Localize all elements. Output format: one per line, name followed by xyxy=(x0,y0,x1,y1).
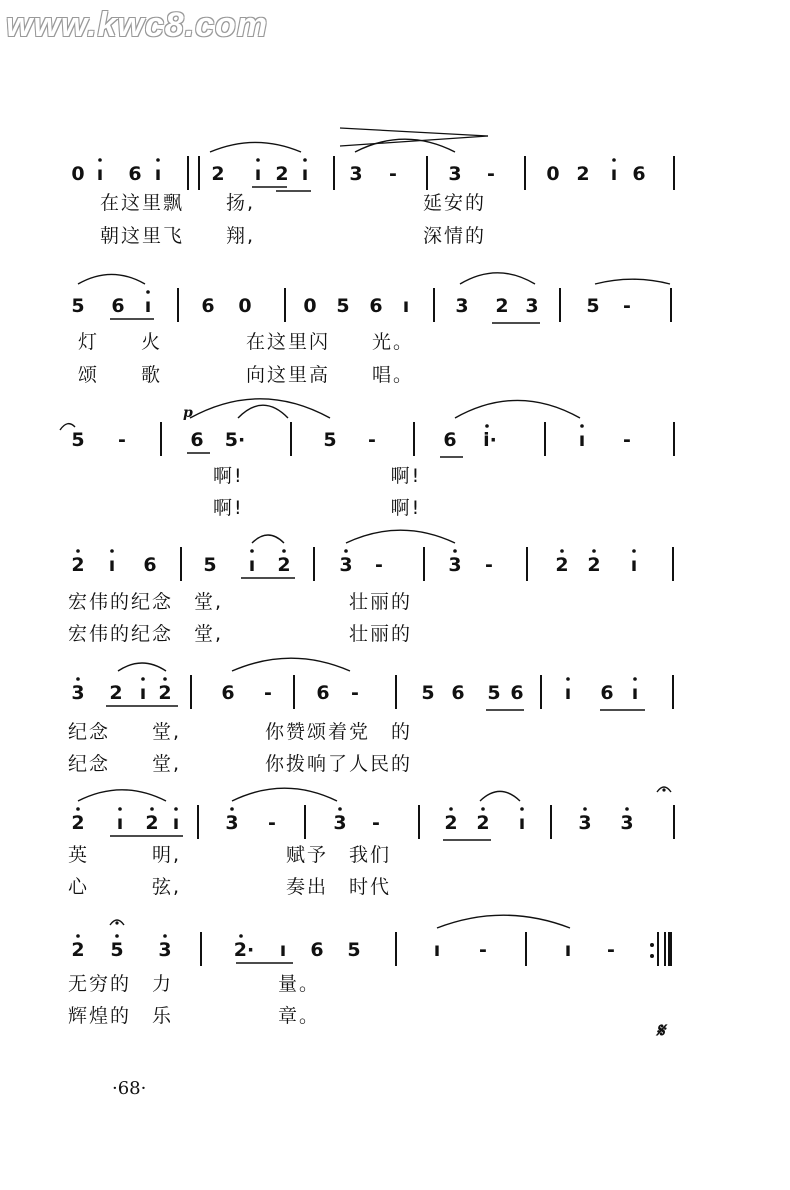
lyric-line: 宏伟的纪念 堂, 壮丽的 xyxy=(68,591,413,613)
octave-dot xyxy=(156,158,160,162)
note: - xyxy=(351,682,359,704)
note: 5 xyxy=(347,939,361,961)
note: ı xyxy=(139,682,147,704)
note: 3 xyxy=(225,812,239,834)
note: 2 xyxy=(71,812,85,834)
note: 6 xyxy=(510,682,524,704)
note: - xyxy=(485,554,493,576)
octave-dot xyxy=(282,549,286,553)
note: ı xyxy=(564,939,572,961)
slur xyxy=(238,405,288,418)
note: ı xyxy=(96,163,104,185)
watermark: www.kwc8.com xyxy=(6,6,269,44)
note: ı xyxy=(144,295,152,317)
octave-dot xyxy=(118,807,122,811)
note: 6 xyxy=(451,682,465,704)
octave-dot xyxy=(141,677,145,681)
lyric-line: 在这里飘 扬, 延安的 xyxy=(100,192,487,214)
note: 6 xyxy=(443,429,457,451)
note: - xyxy=(623,295,631,317)
octave-dot xyxy=(110,549,114,553)
fermata-dot xyxy=(115,921,118,924)
octave-dot xyxy=(612,158,616,162)
note: ı xyxy=(279,939,287,961)
slur xyxy=(595,279,670,284)
slur xyxy=(437,915,570,928)
note: 2 xyxy=(71,554,85,576)
note: 2 xyxy=(211,163,225,185)
note: 5 xyxy=(336,295,350,317)
lyric-line: 辉煌的 乐 章。 xyxy=(68,1005,321,1027)
note: 6 xyxy=(316,682,330,704)
note: - xyxy=(268,812,276,834)
octave-dot xyxy=(338,807,342,811)
dynamic-mark: p xyxy=(183,405,193,421)
lyric-line: 宏伟的纪念 堂, 壮丽的 xyxy=(68,623,413,645)
slur xyxy=(252,535,284,543)
note: 5 xyxy=(110,939,124,961)
octave-dot xyxy=(520,807,524,811)
note: 3 xyxy=(448,163,462,185)
note: 2 xyxy=(275,163,289,185)
octave-dot xyxy=(163,677,167,681)
octave-dot xyxy=(583,807,587,811)
note: - xyxy=(368,429,376,451)
note: - xyxy=(487,163,495,185)
octave-dot xyxy=(76,549,80,553)
segno-sign: 𝄋 xyxy=(656,1018,665,1042)
repeat-dot xyxy=(650,954,654,958)
note: 2 xyxy=(576,163,590,185)
note: ı xyxy=(248,554,256,576)
note: 2 xyxy=(587,554,601,576)
note: - xyxy=(118,429,126,451)
note: - xyxy=(479,939,487,961)
octave-dot xyxy=(449,807,453,811)
octave-dot xyxy=(566,677,570,681)
lyric-line: 啊! 啊! xyxy=(108,497,422,519)
octave-dot xyxy=(76,934,80,938)
note: 2 xyxy=(277,554,291,576)
note: ı xyxy=(631,682,639,704)
note: ı xyxy=(518,812,526,834)
octave-dot xyxy=(239,934,243,938)
note: ı xyxy=(402,295,410,317)
note: 5 xyxy=(586,295,600,317)
octave-dot xyxy=(303,158,307,162)
octave-dot xyxy=(625,807,629,811)
note: ı xyxy=(630,554,638,576)
note: 6 xyxy=(310,939,324,961)
lyric-line: 英 明, 赋予 我们 xyxy=(68,844,392,866)
lyric-line: 无穷的 力 量。 xyxy=(68,973,321,995)
note: 3 xyxy=(578,812,592,834)
lyric-line: 灯 火 在这里闪 光。 xyxy=(78,331,415,353)
note: 0 xyxy=(238,295,252,317)
lyric-line: 纪念 堂, 你拨响了人民的 xyxy=(68,753,413,775)
note: 6 xyxy=(143,554,157,576)
note: 3 xyxy=(525,295,539,317)
note: 2 xyxy=(71,939,85,961)
note: 3 xyxy=(158,939,172,961)
note: ı xyxy=(254,163,262,185)
note: 0 xyxy=(303,295,317,317)
note: 5 xyxy=(323,429,337,451)
note: - xyxy=(264,682,272,704)
note: 5 xyxy=(487,682,501,704)
note: ı xyxy=(301,163,309,185)
note: 3 xyxy=(339,554,353,576)
crescendo-line xyxy=(340,128,488,136)
page-number: ·68· xyxy=(112,1078,147,1099)
octave-dot xyxy=(174,807,178,811)
octave-dot xyxy=(633,677,637,681)
octave-dot xyxy=(256,158,260,162)
note: 2 xyxy=(158,682,172,704)
repeat-dot xyxy=(650,943,654,947)
note: 2 xyxy=(109,682,123,704)
note: 6 xyxy=(221,682,235,704)
octave-dot xyxy=(481,807,485,811)
lyric-line: 心 弦, 奏出 时代 xyxy=(68,876,392,898)
note: 0 xyxy=(71,163,85,185)
note: 3 xyxy=(333,812,347,834)
note: 5 xyxy=(421,682,435,704)
slur xyxy=(118,663,166,671)
note: ı xyxy=(108,554,116,576)
note: 2 xyxy=(495,295,509,317)
note: i· xyxy=(483,429,497,451)
slur xyxy=(210,142,301,152)
octave-dot xyxy=(76,677,80,681)
note: ı xyxy=(610,163,618,185)
note: 6 xyxy=(111,295,125,317)
note: - xyxy=(375,554,383,576)
note: ı xyxy=(433,939,441,961)
note: ı xyxy=(116,812,124,834)
note: 2 xyxy=(444,812,458,834)
note: 2 xyxy=(555,554,569,576)
lyric-line: 啊! 啊! xyxy=(108,465,422,487)
octave-dot xyxy=(632,549,636,553)
note: 6 xyxy=(128,163,142,185)
note: 3 xyxy=(620,812,634,834)
octave-dot xyxy=(230,807,234,811)
note: - xyxy=(372,812,380,834)
note: 6 xyxy=(632,163,646,185)
octave-dot xyxy=(580,424,584,428)
note: 5 xyxy=(71,295,85,317)
octave-dot xyxy=(485,424,489,428)
note: ı xyxy=(564,682,572,704)
octave-dot xyxy=(560,549,564,553)
note: ı xyxy=(172,812,180,834)
octave-dot xyxy=(115,934,119,938)
note: 5· xyxy=(224,429,246,451)
note: ı xyxy=(154,163,162,185)
slur xyxy=(460,273,535,284)
octave-dot xyxy=(453,549,457,553)
note: 6 xyxy=(190,429,204,451)
note: 5 xyxy=(203,554,217,576)
note: 0 xyxy=(546,163,560,185)
note: 3 xyxy=(349,163,363,185)
slur xyxy=(455,400,580,418)
octave-dot xyxy=(250,549,254,553)
octave-dot xyxy=(592,549,596,553)
note: ı xyxy=(578,429,586,451)
note: 5 xyxy=(71,429,85,451)
octave-dot xyxy=(76,807,80,811)
note: - xyxy=(389,163,397,185)
slur xyxy=(78,274,145,284)
note: 2· xyxy=(233,939,255,961)
slur xyxy=(232,658,350,671)
octave-dot xyxy=(344,549,348,553)
octave-dot xyxy=(146,290,150,294)
lyric-line: 颂 歌 向这里高 唱。 xyxy=(78,364,415,386)
note: 6 xyxy=(600,682,614,704)
slur xyxy=(78,790,166,801)
note: 3 xyxy=(71,682,85,704)
octave-dot xyxy=(150,807,154,811)
note: 6 xyxy=(201,295,215,317)
slur xyxy=(190,399,330,418)
octave-dot xyxy=(163,934,167,938)
note: 3 xyxy=(455,295,469,317)
note: - xyxy=(623,429,631,451)
octave-dot xyxy=(98,158,102,162)
note: 2 xyxy=(145,812,159,834)
fermata-dot xyxy=(662,788,665,791)
slur xyxy=(60,424,75,430)
note: - xyxy=(607,939,615,961)
slur xyxy=(480,791,520,801)
note: 2 xyxy=(476,812,490,834)
slur xyxy=(232,788,337,801)
note: 6 xyxy=(369,295,383,317)
lyric-line: 纪念 堂, 你赞颂着党 的 xyxy=(68,721,413,743)
slur xyxy=(346,530,455,543)
note: 3 xyxy=(448,554,462,576)
lyric-line: 朝这里飞 翔, 深情的 xyxy=(100,225,487,247)
crescendo-line xyxy=(340,136,488,146)
